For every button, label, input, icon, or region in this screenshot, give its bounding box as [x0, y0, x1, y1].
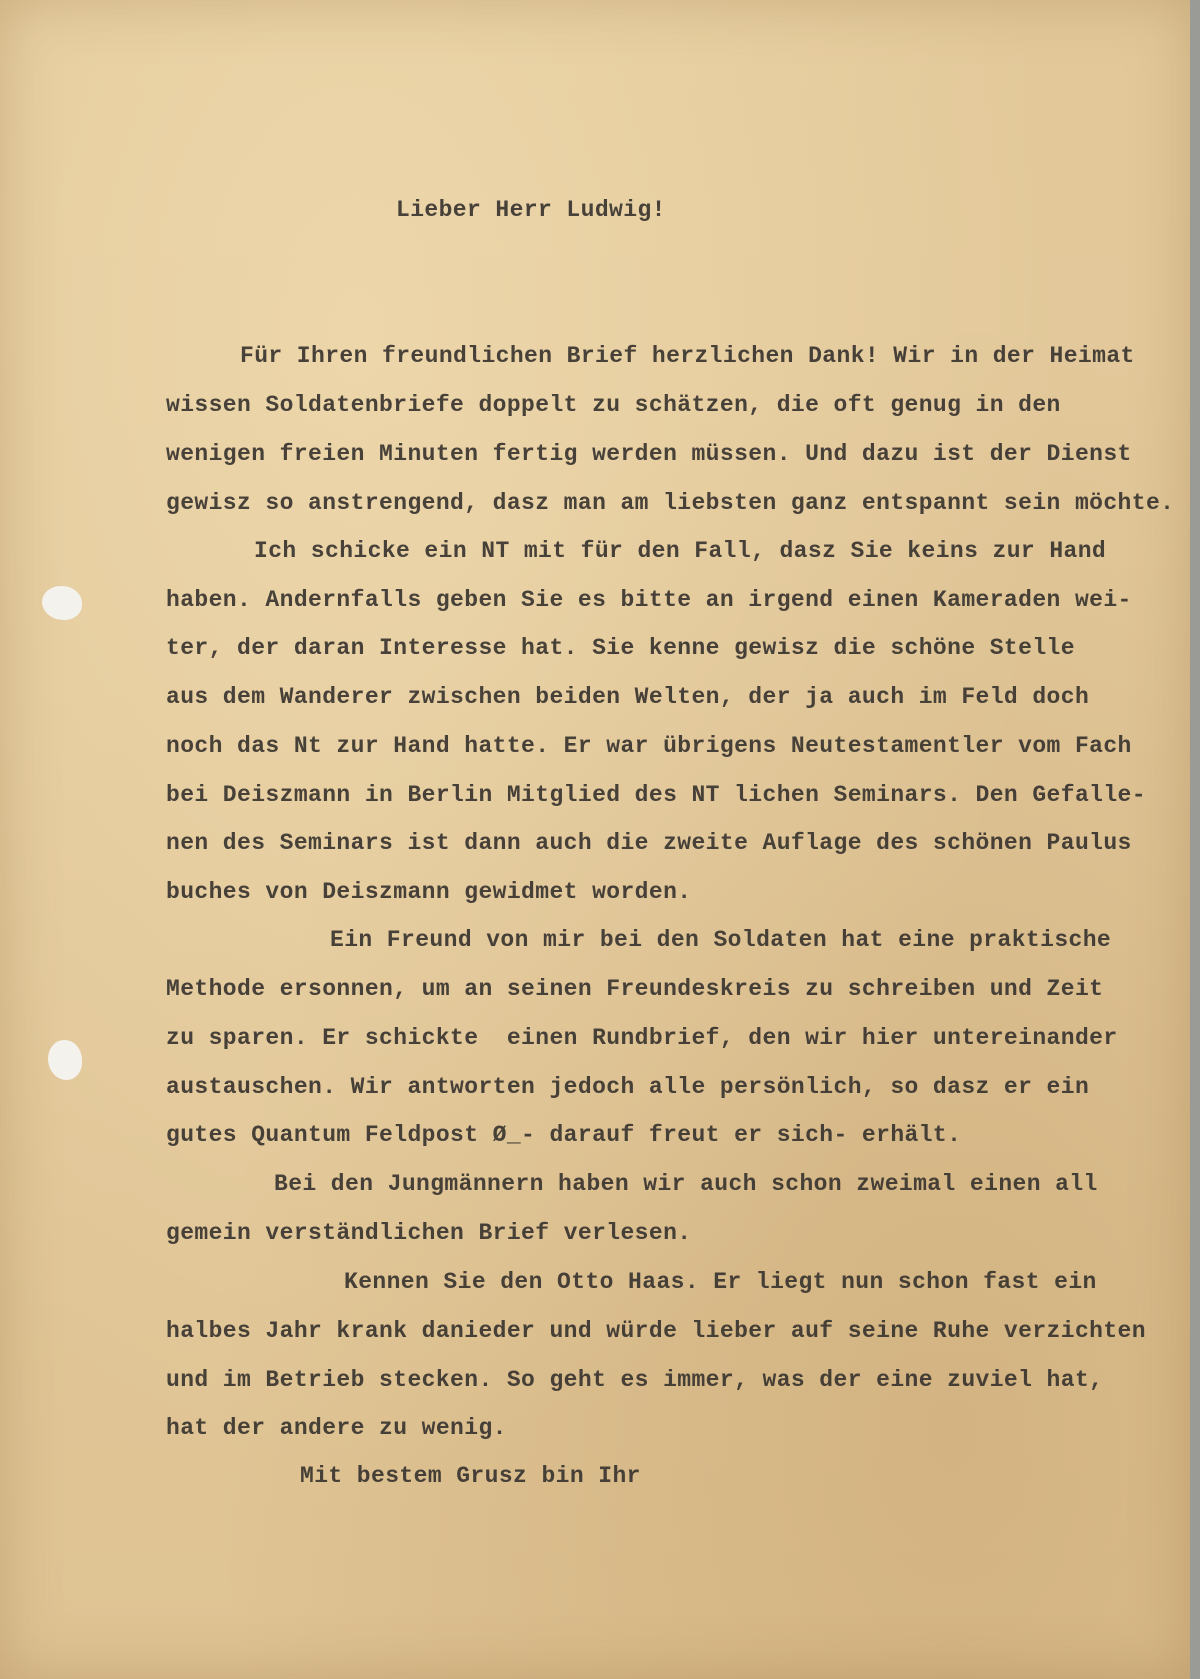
- letter-line: und im Betrieb stecken. So geht es immer, was der eine zuviel hat,: [166, 1367, 1104, 1393]
- letter-line: gewisz so anstrengend, dasz man am liebsten ganz entspannt sein möchte.: [166, 490, 1175, 516]
- closing: Mit bestem Grusz bin Ihr: [300, 1463, 641, 1489]
- punch-hole: [48, 1040, 82, 1080]
- letter-line: hat der andere zu wenig.: [166, 1415, 507, 1441]
- letter-line: halbes Jahr krank danieder und würde lieber auf seine Ruhe verzichten: [166, 1318, 1146, 1344]
- punch-hole: [42, 586, 82, 620]
- letter-line: Bei den Jungmännern haben wir auch schon zweimal einen all: [274, 1171, 1098, 1197]
- letter-line: austauschen. Wir antworten jedoch alle persönlich, so dasz er ein: [166, 1074, 1090, 1100]
- letter-line: wenigen freien Minuten fertig werden müssen. Und dazu ist der Dienst: [166, 441, 1132, 467]
- letter-line: Methode ersonnen, um an seinen Freundeskreis zu schreiben und Zeit: [166, 976, 1104, 1002]
- letter-line: Ein Freund von mir bei den Soldaten hat eine praktische: [330, 927, 1112, 953]
- letter-line: gemein verständlichen Brief verlesen.: [166, 1220, 692, 1246]
- letter-line: Ich schicke ein NT mit für den Fall, dasz Sie keins zur Hand: [254, 538, 1107, 564]
- letter-line: Für Ihren freundlichen Brief herzlichen Dank! Wir in der Heimat: [240, 343, 1135, 369]
- letter-line: gutes Quantum Feldpost Ø_- darauf freut er sich- erhält.: [166, 1122, 962, 1148]
- letter-line: wissen Soldatenbriefe doppelt zu schätzen, die oft genug in den: [166, 392, 1061, 418]
- letter-line: bei Deiszmann in Berlin Mitglied des NT lichen Seminars. Den Gefalle-: [166, 782, 1146, 808]
- letter-line: haben. Andernfalls geben Sie es bitte an irgend einen Kameraden wei-: [166, 587, 1132, 613]
- scan-border: [1190, 0, 1200, 1679]
- letter-line: ter, der daran Interesse hat. Sie kenne gewisz die schöne Stelle: [166, 635, 1075, 661]
- letter-line: Kennen Sie den Otto Haas. Er liegt nun schon fast ein: [344, 1269, 1097, 1295]
- letter-line: noch das Nt zur Hand hatte. Er war übrigens Neutestamentler vom Fach: [166, 733, 1132, 759]
- letter-line: aus dem Wanderer zwischen beiden Welten, der ja auch im Feld doch: [166, 684, 1090, 710]
- letter-line: zu sparen. Er schickte einen Rundbrief, den wir hier untereinander: [166, 1025, 1118, 1051]
- salutation: Lieber Herr Ludwig!: [396, 197, 666, 223]
- letter-line: nen des Seminars ist dann auch die zweite Auflage des schönen Paulus: [166, 830, 1132, 856]
- letter-line: buches von Deiszmann gewidmet worden.: [166, 879, 692, 905]
